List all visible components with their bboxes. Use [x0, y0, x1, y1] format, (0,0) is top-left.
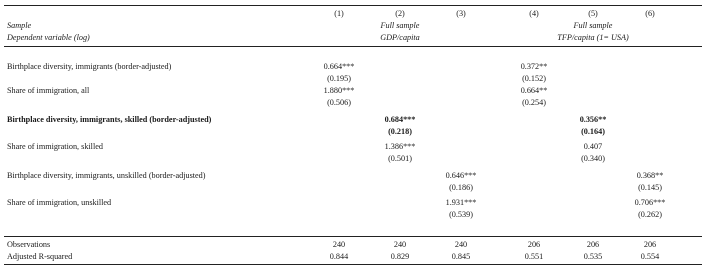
std-error-cell: (0.152) [522, 74, 546, 83]
stat-value: 0.551 [524, 252, 544, 261]
coefficient-cell: 0.664*** [323, 62, 355, 71]
stat-value: 206 [643, 240, 657, 249]
col-header-1: (1) [334, 9, 344, 18]
std-error-cell: (0.506) [327, 98, 351, 107]
stat-value: 240 [393, 240, 407, 249]
stat-value: 240 [332, 240, 346, 249]
coefficient-cell: 0.368** [636, 171, 664, 180]
stat-value: 0.829 [390, 252, 410, 261]
coefficient-cell: 0.407 [583, 142, 603, 151]
coefficient-cell: 0.684*** [384, 115, 416, 124]
std-error-cell: (0.195) [327, 74, 351, 83]
std-error-cell: (0.539) [449, 210, 473, 219]
group2-sample: Full sample [573, 21, 613, 30]
coefficient-cell: 0.372** [520, 62, 548, 71]
sample-label: Sample [7, 21, 32, 30]
coefficient-cell: 0.646*** [445, 171, 477, 180]
col-header-3: (3) [456, 9, 466, 18]
coefficient-cell: 0.706*** [634, 198, 666, 207]
stat-label: Adjusted R-squared [7, 252, 73, 261]
stat-label: Observations [7, 240, 51, 249]
stat-value: 240 [454, 240, 468, 249]
stats-rule [4, 236, 702, 237]
group1-dependent: GDP/capita [380, 33, 420, 42]
row-label: Birthplace diversity, immigrants, skilled (border-adjusted) [7, 115, 212, 124]
col-header-5: (5) [588, 9, 598, 18]
group1-sample: Full sample [380, 21, 420, 30]
coefficient-cell: 0.356** [579, 115, 607, 124]
col-header-2: (2) [395, 9, 405, 18]
row-label: Birthplace diversity, immigrants, unskilled (border-adjusted) [7, 171, 206, 180]
group2-dependent: TFP/capita (1= USA) [557, 33, 629, 42]
top-rule [4, 5, 702, 6]
row-label: Share of immigration, skilled [7, 142, 103, 151]
std-error-cell: (0.218) [388, 127, 412, 136]
std-error-cell: (0.501) [388, 154, 412, 163]
std-error-cell: (0.164) [581, 127, 605, 136]
row-label: Share of immigration, unskilled [7, 198, 112, 207]
row-label: Birthplace diversity, immigrants (border-adjusted) [7, 62, 172, 71]
stat-value: 0.845 [451, 252, 471, 261]
header-rule [4, 46, 702, 47]
coefficient-cell: 1.386*** [384, 142, 416, 151]
std-error-cell: (0.145) [638, 183, 662, 192]
std-error-cell: (0.186) [449, 183, 473, 192]
row-label: Share of immigration, all [7, 86, 90, 95]
col-header-4: (4) [529, 9, 539, 18]
stat-value: 206 [527, 240, 541, 249]
stat-value: 0.554 [640, 252, 660, 261]
bottom-rule [4, 264, 702, 265]
std-error-cell: (0.262) [638, 210, 662, 219]
coefficient-cell: 0.664** [520, 86, 548, 95]
std-error-cell: (0.340) [581, 154, 605, 163]
stat-value: 0.535 [583, 252, 603, 261]
stat-value: 206 [586, 240, 600, 249]
col-header-6: (6) [645, 9, 655, 18]
std-error-cell: (0.254) [522, 98, 546, 107]
dependent-variable-label: Dependent variable (log) [7, 33, 90, 42]
coefficient-cell: 1.880*** [323, 86, 355, 95]
stat-value: 0.844 [329, 252, 349, 261]
coefficient-cell: 1.931*** [445, 198, 477, 207]
